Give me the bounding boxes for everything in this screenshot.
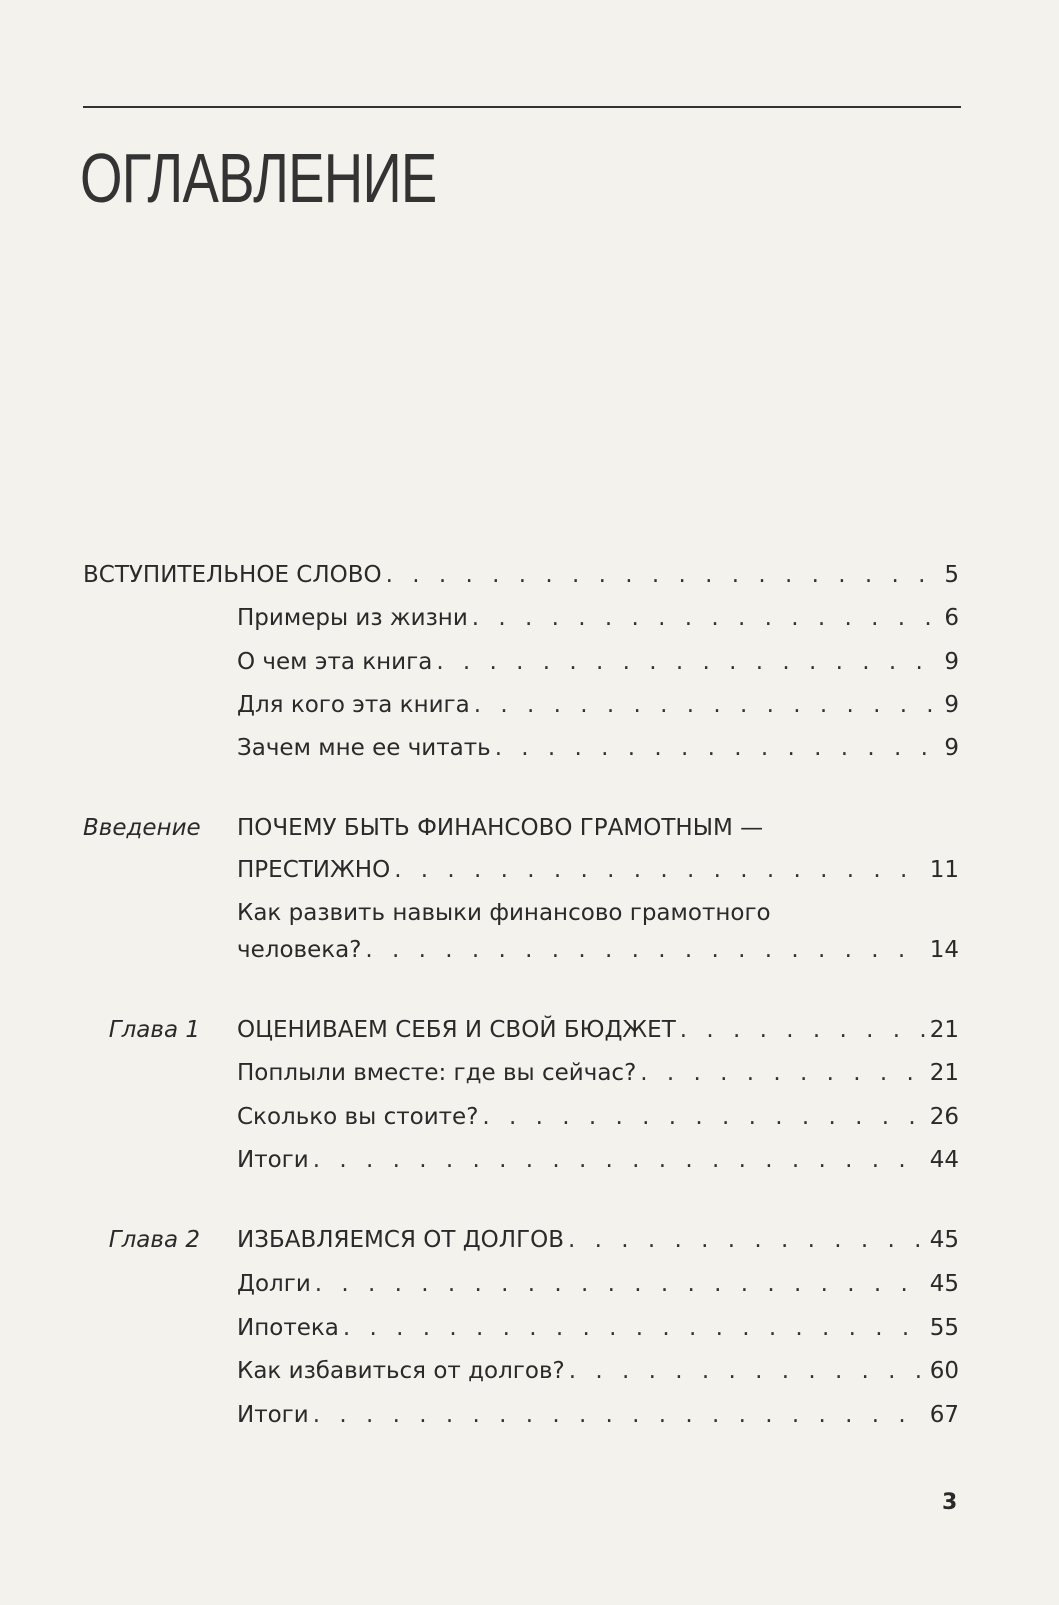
toc-entry <box>83 854 959 886</box>
entry-title: Сколько вы стоите? <box>237 1104 479 1130</box>
toc-entry <box>83 1057 959 1089</box>
entry-page: 14 <box>929 937 959 963</box>
toc-entry <box>83 812 959 844</box>
toc-entry <box>83 897 959 929</box>
page-title: ОГЛАВЛЕНИЕ <box>80 139 437 217</box>
toc-entry <box>83 1399 959 1431</box>
entry-title: Ипотека <box>237 1315 339 1341</box>
toc-entry <box>83 559 959 591</box>
entry-title: Как избавиться от долгов? <box>237 1358 565 1384</box>
entry-title: Итоги <box>237 1402 309 1428</box>
toc-entry <box>83 1101 959 1133</box>
entry-page: 44 <box>929 1147 959 1173</box>
entry-title: Примеры из жизни <box>237 605 468 631</box>
header-rule <box>83 106 961 108</box>
toc-entry <box>83 732 959 764</box>
toc-entry <box>83 934 959 966</box>
entry-page: 5 <box>944 562 959 588</box>
entry-page: 11 <box>929 857 959 883</box>
page-number: 3 <box>942 1490 958 1515</box>
entry-page: 45 <box>929 1227 959 1253</box>
entry-title: Для кого эта книга <box>237 692 470 718</box>
toc-entry <box>83 1144 959 1176</box>
toc-entry <box>83 1355 959 1387</box>
entry-title: ВСТУПИТЕЛЬНОЕ СЛОВО <box>83 562 382 588</box>
entry-title: Долги <box>237 1271 311 1297</box>
entry-title: О чем эта книга <box>237 649 433 675</box>
entry-label: Глава 2 <box>108 1227 200 1253</box>
entry-page: 21 <box>929 1017 959 1043</box>
toc-entry <box>83 689 959 721</box>
entry-page: 55 <box>929 1315 959 1341</box>
entry-page: 9 <box>944 692 959 718</box>
entry-title: ПРЕСТИЖНО <box>237 857 391 883</box>
toc-entry <box>83 1014 959 1046</box>
toc-entry <box>83 1224 959 1256</box>
entry-label: Введение <box>83 815 201 841</box>
entry-page: 26 <box>929 1104 959 1130</box>
toc-entry <box>83 602 959 634</box>
toc-entry <box>83 646 959 678</box>
entry-title: Зачем мне ее читать <box>237 735 491 761</box>
entry-title: Поплыли вместе: где вы сейчас? <box>237 1060 637 1086</box>
toc-entry <box>83 1312 959 1344</box>
entry-page: 6 <box>944 605 959 631</box>
entry-page: 9 <box>944 649 959 675</box>
entry-page: 9 <box>944 735 959 761</box>
entry-title-line1: ПОЧЕМУ БЫТЬ ФИНАНСОВО ГРАМОТНЫМ — <box>237 815 764 841</box>
entry-title: Итоги <box>237 1147 309 1173</box>
entry-title: ИЗБАВЛЯЕМСЯ ОТ ДОЛГОВ <box>237 1227 564 1253</box>
entry-page: 45 <box>929 1271 959 1297</box>
entry-title: человека? <box>237 937 362 963</box>
entry-page: 67 <box>929 1402 959 1428</box>
entry-page: 60 <box>929 1358 959 1384</box>
entry-title: ОЦЕНИВАЕМ СЕБЯ И СВОЙ БЮДЖЕТ <box>237 1017 676 1043</box>
entry-page: 21 <box>929 1060 959 1086</box>
toc-entry <box>83 1268 959 1300</box>
entry-label: Глава 1 <box>108 1017 200 1043</box>
entry-title-line1: Как развить навыки финансово грамотного <box>237 900 771 926</box>
